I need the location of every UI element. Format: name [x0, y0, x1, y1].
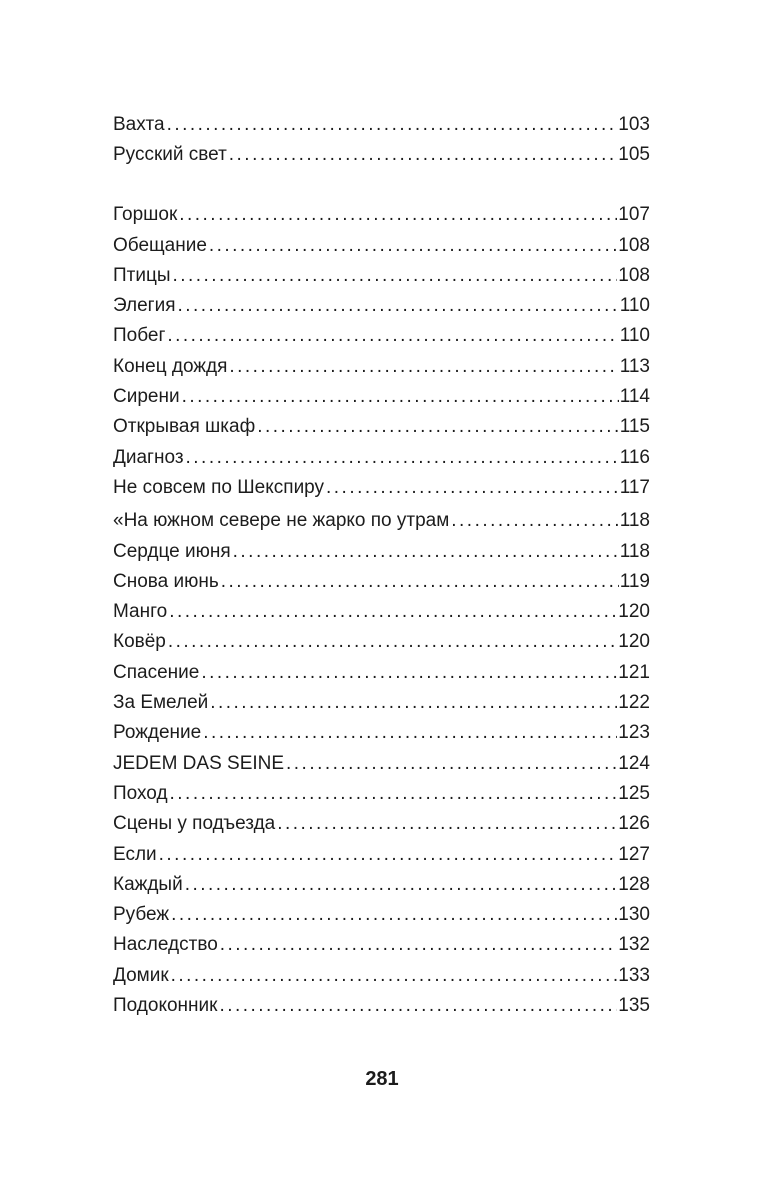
toc-entry-page: 135: [618, 995, 650, 1016]
toc-entry: [113, 352, 650, 382]
toc-entry-page: 126: [618, 813, 650, 835]
toc-entry: [113, 627, 650, 657]
toc-entry-title: Если: [113, 843, 157, 865]
toc-leader-dots: [286, 749, 617, 779]
toc-entry-title: Русский свет: [113, 144, 227, 166]
toc-entry: [113, 688, 650, 718]
toc-entry-title: За Емелей: [113, 692, 209, 714]
toc-leader-dots: [219, 991, 617, 1021]
toc-leader-dots: [233, 537, 619, 567]
toc-entry-title: JEDEM DAS SEINE: [113, 752, 285, 774]
toc-leader-dots: [179, 200, 617, 230]
toc-entry-page: 132: [618, 934, 650, 956]
toc-entry-page: 123: [618, 722, 650, 744]
toc-entry: [113, 597, 650, 627]
toc-entry-page: 114: [619, 386, 650, 408]
toc-entry: [113, 567, 650, 597]
toc-entry: [113, 321, 650, 351]
toc-entry-title: Подоконник: [113, 995, 218, 1016]
page-number: 281: [365, 1068, 399, 1090]
toc-entry-title: Птицы: [113, 264, 171, 286]
toc-entry-page: 105: [618, 144, 650, 166]
toc-entry-page: 119: [619, 570, 650, 592]
toc-leader-dots: [203, 718, 617, 748]
toc-entry: [113, 840, 650, 870]
toc-entry-page: 108: [618, 234, 650, 256]
toc-entry-title: Каждый: [113, 873, 183, 895]
toc-entry-page: 122: [618, 692, 650, 714]
toc-entry-title: Сердце июня: [113, 540, 231, 562]
toc-entry: [113, 658, 650, 688]
toc-entry: [113, 140, 650, 170]
toc-entry: [113, 870, 650, 900]
toc-entry-page: 108: [618, 264, 650, 286]
toc-entry-page: 130: [618, 904, 650, 926]
toc-leader-dots: [167, 321, 618, 351]
toc-entry: [113, 930, 650, 960]
toc-entry-title: Ковёр: [113, 631, 166, 653]
toc-entry-title: Сцены у подъезда: [113, 813, 276, 835]
toc-leader-dots: [171, 900, 617, 930]
toc-entry: [113, 412, 650, 442]
toc-entry: [113, 809, 650, 839]
toc-leader-dots: [277, 809, 617, 839]
toc-entry-page: 107: [618, 204, 650, 226]
toc-entry-page: 133: [618, 964, 650, 986]
toc-entry: [113, 443, 650, 473]
toc-entry-page: 116: [619, 446, 650, 468]
toc-entry: [113, 779, 650, 809]
toc-entry-title: Манго: [113, 601, 168, 623]
toc-leader-dots: [168, 627, 617, 657]
toc-entry-title: Рождение: [113, 722, 202, 744]
toc-leader-dots: [169, 597, 617, 627]
toc-entry: [113, 718, 650, 748]
toc-entry-page: 118: [619, 540, 650, 562]
toc-entry-title: Сирени: [113, 386, 180, 408]
toc-entry-title: «На южном севере не жарко по утрам: [113, 510, 450, 532]
toc-entry-title: Диагноз: [113, 446, 184, 468]
toc-entry-title: Домик: [113, 964, 169, 986]
toc-entry-page: 124: [618, 752, 650, 774]
toc-leader-dots: [257, 412, 619, 442]
toc-leader-dots: [220, 930, 618, 960]
toc-entry-page: 121: [618, 661, 650, 683]
toc-entry-page: 118: [619, 510, 650, 532]
toc-entry: [113, 110, 650, 140]
toc-entry-page: 115: [619, 416, 650, 438]
toc-leader-dots: [170, 779, 618, 809]
toc-entry-page: 113: [619, 355, 650, 377]
toc-entry-title: Не совсем по Шекспиру: [113, 476, 325, 498]
toc-entry-page: 128: [618, 873, 650, 895]
toc-entry: [113, 537, 650, 567]
toc-entry-title: Поход: [113, 782, 168, 804]
toc-entry-page: 110: [619, 295, 650, 317]
toc-entry-page: 110: [619, 325, 650, 347]
toc-entry: [113, 749, 650, 779]
toc-leader-dots: [182, 382, 619, 412]
toc-entry-page: 125: [618, 782, 650, 804]
toc-entry: [113, 231, 650, 261]
toc-leader-dots: [171, 961, 618, 991]
table-of-contents: [113, 110, 650, 1021]
toc-entry-title: Вахта: [113, 114, 165, 135]
toc-entry: [113, 900, 650, 930]
toc-entry-title: Элегия: [113, 295, 176, 317]
toc-entry: [113, 506, 650, 536]
toc-entry: [113, 961, 650, 991]
toc-leader-dots: [326, 473, 619, 503]
toc-entry-page: 127: [618, 843, 650, 865]
toc-leader-dots: [201, 658, 617, 688]
toc-entry-title: Обещание: [113, 234, 207, 256]
toc-leader-dots: [186, 443, 619, 473]
toc-leader-dots: [178, 291, 619, 321]
toc-entry: [113, 382, 650, 412]
toc-leader-dots: [167, 110, 618, 140]
toc-entry-page: 103: [618, 114, 650, 135]
toc-entry-title: Снова июнь: [113, 570, 219, 592]
toc-entry-title: Спасение: [113, 661, 200, 683]
toc-leader-dots: [209, 231, 617, 261]
toc-entry: [113, 291, 650, 321]
toc-leader-dots: [185, 870, 618, 900]
toc-entry-title: Конец дождя: [113, 355, 228, 377]
toc-entry-title: Рубеж: [113, 904, 170, 926]
toc-entry-page: 120: [618, 631, 650, 653]
toc-entry-page: 120: [618, 601, 650, 623]
toc-entry: [113, 261, 650, 291]
toc-leader-dots: [451, 506, 618, 536]
toc-entry-page: 117: [619, 476, 650, 498]
toc-entry: [113, 200, 650, 230]
toc-entry-title: Горшок: [113, 204, 178, 226]
toc-leader-dots: [210, 688, 617, 718]
toc-leader-dots: [173, 261, 618, 291]
toc-entry-title: Побег: [113, 325, 166, 347]
toc-leader-dots: [221, 567, 619, 597]
toc-leader-dots: [229, 352, 618, 382]
toc-leader-dots: [229, 140, 618, 170]
toc-leader-dots: [159, 840, 618, 870]
toc-entry: [113, 473, 650, 503]
toc-entry-title: Наследство: [113, 934, 218, 956]
toc-entry: [113, 991, 650, 1021]
toc-entry-title: Открывая шкаф: [113, 416, 256, 438]
